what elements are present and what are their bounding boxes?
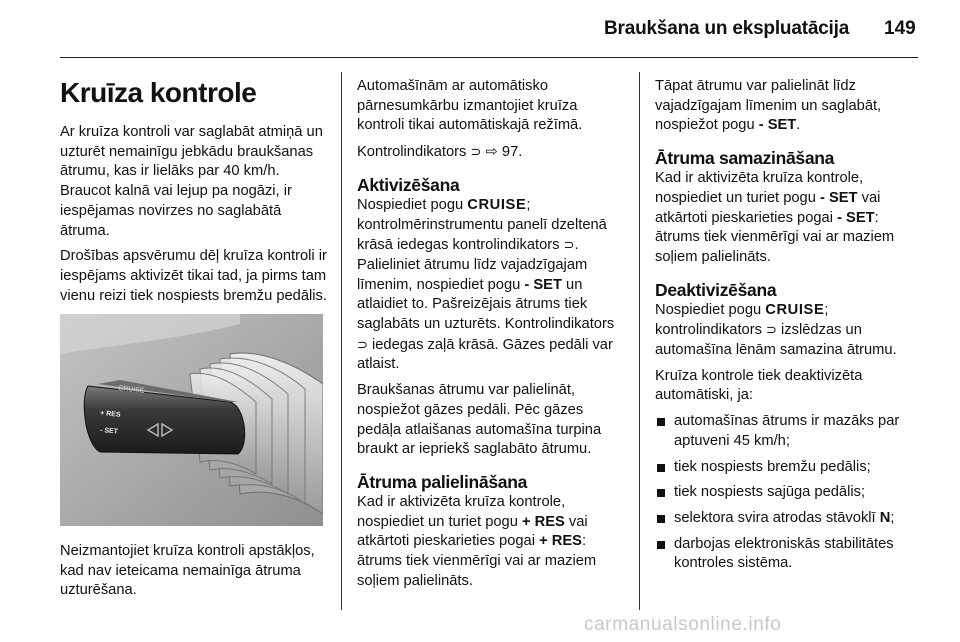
set-speed-paragraph — [655, 77, 923, 136]
speed-increase-paragraph — [357, 493, 627, 592]
page-number: 149 — [884, 18, 916, 39]
set-speed-text: Tāpat ātrumu var palielināt līdz vajadzīgajam līmenim un saglabāt, nospiežot pogu — [655, 78, 882, 134]
deactivation-paragraph — [655, 301, 923, 361]
activation-text-1: Nospiediet pogu — [357, 196, 464, 213]
watermark: carmanualsonline.info — [584, 614, 782, 635]
safety-paragraph: Drošības apsvērumu dēļ kruīza kontroli ir iespējams aktivizēt tikai tad, ja pirms tam vienu reizi tiek nospiests bremžu pedālis. — [60, 248, 327, 304]
decrease-text-1: Kad ir aktivizēta kruīza kontrole, nospiediet un turiet pogu — [655, 170, 864, 206]
column-divider-2 — [639, 72, 640, 610]
increase-text-3: : ātrums tiek vienmērīgi vai ar maziem soļiem palielināts. — [357, 533, 597, 589]
page-reference: 97. — [501, 144, 523, 161]
button-name-set: - SET — [758, 117, 797, 134]
heading-activation: Aktivizēšana — [357, 174, 460, 195]
list-item-end: ; — [890, 509, 895, 526]
indicator-reference-text: Kontrolindikators — [357, 144, 467, 161]
increase-text-2: vai atkārtoti pieskarieties pogai — [357, 513, 588, 550]
list-item-text: selektora svira atrodas stāvoklī — [674, 509, 876, 526]
cruise-control-lever-figure — [60, 314, 323, 526]
accelerate-paragraph: Braukšanas ātrumu var palielināt, nospiežot gāzes pedāli. Pēc gāzes pedāļa atlaišanas automašīna turpina braukt ar iepriekš saglabāto ātrumu. — [357, 382, 602, 458]
page-reference-arrow-icon: ⇨ — [485, 144, 498, 161]
section-heading: Kruīza kontrole — [60, 77, 257, 108]
activation-text-end: ; — [526, 196, 531, 213]
decrease-text-2: vai atkārtoti pieskarieties pogai — [655, 189, 881, 226]
header-rule — [60, 57, 918, 58]
lever-label-cruise: CRUISE — [117, 385, 145, 395]
activation-text-4: un atlaidiet to. Pašreizējais ātrums tiek saglabāts un uzturēts. Kontrolindikators — [357, 276, 615, 333]
deactivation-conditions-list — [655, 412, 923, 574]
button-name-set: - SET — [819, 189, 858, 206]
list-item — [655, 509, 923, 529]
lever-label-res: + RES — [99, 410, 121, 419]
button-name-cruise: CRUISE — [765, 301, 825, 318]
button-name-res: + RES — [521, 513, 565, 530]
button-name-cruise: CRUISE — [467, 196, 527, 213]
figure-caption: Neizmantojiet kruīza kontroli apstākļos, kad nav ieteicama nemainīga ātruma uzturēšana. — [60, 543, 315, 599]
lever-label-set: - SET — [99, 427, 119, 436]
deactivation-text-end: ; — [824, 301, 829, 318]
column-2 — [357, 77, 627, 597]
column-3 — [655, 77, 923, 580]
cruise-control-indicator-icon: ⊃ — [766, 322, 777, 338]
deactivation-text-3: izslēdzas un automašīna lēnām samazina ātrumu. — [655, 322, 897, 359]
gear-position-letter: N — [879, 509, 891, 526]
increase-text-1: Kad ir aktivizēta kruīza kontrole, nospiediet un turiet pogu — [357, 493, 566, 530]
automatic-gearbox-paragraph: Automašīnām ar automātisko pārnesumkārbu izmantojiet kruīza kontroli tikai automātiskajā režīmā. — [357, 78, 583, 134]
column-divider-1 — [341, 72, 342, 610]
button-name-res: + RES — [539, 533, 582, 550]
button-name-set: - SET — [837, 209, 875, 226]
activation-text-2: kontrolmērinstrumentu panelī dzeltenā krāsā iedegas kontrolindikators — [357, 216, 607, 254]
running-header-title: Braukšana un ekspluatācija — [604, 18, 850, 39]
deactivation-text-2: kontrolindikators — [655, 322, 762, 339]
activation-text-5: iedegas zaļā krāsā. Gāzes pedāli var atlaist. — [357, 336, 613, 373]
heading-speed-increase: Ātruma palielināšana — [357, 471, 528, 492]
activation-text-3: . Palieliniet ātrumu līdz vajadzīgajam līmenim, nospiediet pogu — [357, 237, 588, 293]
indicator-reference-paragraph — [357, 142, 627, 163]
lever-illustration — [60, 314, 323, 526]
list-item: darbojas elektroniskās stabilitātes kontroles sistēma. — [655, 535, 923, 574]
cruise-control-indicator-icon: ⊃ — [357, 336, 368, 352]
auto-deactivation-paragraph: Kruīza kontrole tiek deaktivizēta automātiski, ja: — [655, 367, 863, 404]
heading-deactivation: Deaktivizēšana — [655, 279, 777, 300]
list-item: tiek nospiests bremžu pedālis; — [655, 458, 923, 478]
cruise-control-indicator-icon: ⊃ — [470, 144, 482, 160]
list-item: tiek nospiests sajūga pedālis; — [655, 483, 923, 503]
intro-paragraph: Ar kruīza kontroli var saglabāt atmiņā un uzturēt nemainīgu jebkādu braukšanas ātrumu, kas ir lielāks par 40 km/h. Braucot kalnā vai lejup pa nogāzi, ir iespējamas novirzes no saglabātā ātruma. — [60, 124, 323, 239]
set-speed-text-end: . — [796, 117, 801, 134]
cruise-control-indicator-icon: ⊃ — [563, 237, 575, 253]
column-1 — [60, 76, 328, 312]
heading-speed-decrease: Ātruma samazināšana — [655, 148, 835, 169]
deactivation-text-1: Nospiediet pogu — [655, 301, 762, 318]
button-name-set: - SET — [524, 276, 562, 293]
list-item: automašīnas ātrums ir mazāks par aptuveni 45 km/h; — [655, 412, 923, 451]
activation-paragraph — [357, 196, 627, 375]
speed-decrease-paragraph — [655, 169, 923, 268]
decrease-text-3: : ātrums tiek vienmērīgi vai ar maziem soļiem palielināts. — [655, 209, 895, 265]
